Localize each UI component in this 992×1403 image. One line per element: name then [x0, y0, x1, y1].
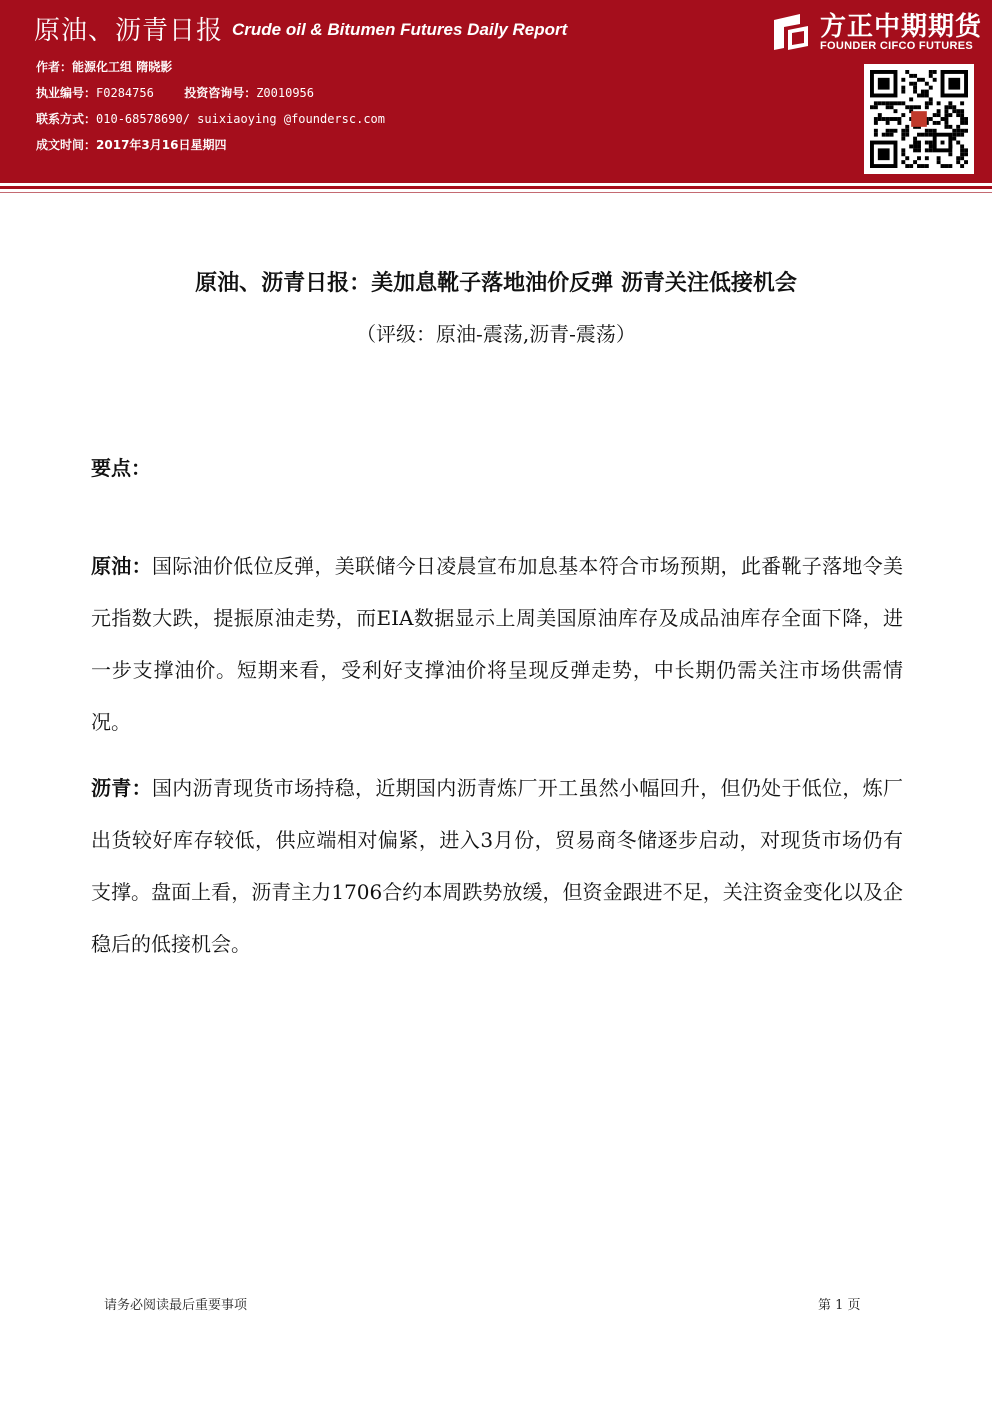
license-line	[36, 84, 314, 101]
logo-text-cn: 方正中期期货	[820, 12, 983, 42]
rating-line: （评级：原油-震荡,沥青-震荡）	[356, 322, 636, 346]
bitumen-text: 国内沥青现货市场持稳，近期国内沥青炼厂开工虽然小幅回升，但仍处于低位，炼厂出货较好库存较低，供应端相对偏紧，进入3月份，贸易商冬储逐步启动，对现货市场仍有支撑。盘面上看，沥青主力1706合约本周跌势放缓，但资金跟进不足，关注资金变化以及企稳后的低接机会。	[91, 776, 904, 956]
founder-logo-icon	[770, 10, 812, 52]
logo-text-en: FOUNDER CIFCO FUTURES	[820, 40, 973, 52]
date-line	[36, 136, 226, 153]
header-divider	[0, 186, 992, 189]
contact-line	[36, 110, 385, 127]
license-label: 执业编号：	[36, 86, 97, 100]
author-line	[36, 58, 172, 75]
bitumen-lead: 沥青：	[91, 776, 152, 800]
crude-oil-lead: 原油：	[91, 554, 152, 578]
date-label: 成文时间：	[36, 138, 97, 152]
footer-disclaimer-note: 请务必阅读最后重要事项	[104, 1298, 248, 1313]
consult-value: Z0010956	[256, 86, 314, 100]
author-value: 能源化工组 隋晓影	[72, 60, 173, 74]
document-title: 原油、沥青日报：美加息靴子落地油价反弹 沥青关注低接机会	[195, 271, 797, 296]
crude-oil-text: 国际油价低位反弹，美联储今日凌晨宣布加息基本符合市场预期，此番靴子落地令美元指数大跌，提振原油走势，而EIA数据显示上周美国原油库存及成品油库存全面下降，进一步支撑油价。短期来看，受利好支撑油价将呈现反弹走势，中长期仍需关注市场供需情况。	[91, 554, 904, 734]
contact-label: 联系方式：	[36, 112, 97, 126]
consult-label: 投资咨询号：	[184, 86, 257, 100]
author-label: 作者：	[36, 60, 73, 74]
license-value: F0284756	[96, 86, 154, 100]
contact-value: 010-68578690/ suixiaoying @foundersc.com	[96, 112, 385, 126]
qr-code[interactable]	[864, 64, 974, 174]
date-value: 2017年3月16日星期四	[96, 138, 227, 152]
header-divider-thin	[0, 192, 992, 193]
bitumen-paragraph	[91, 762, 903, 970]
page-number: 第 1 页	[818, 1298, 861, 1313]
qr-code-icon	[870, 70, 968, 168]
report-title-cn: 原油、沥青日报	[34, 16, 224, 46]
company-logo	[770, 6, 984, 58]
key-points-heading: 要点：	[91, 456, 151, 480]
header-band	[0, 0, 992, 183]
crude-oil-paragraph	[91, 540, 903, 748]
report-title-en: Crude oil & Bitumen Futures Daily Report	[232, 20, 568, 39]
